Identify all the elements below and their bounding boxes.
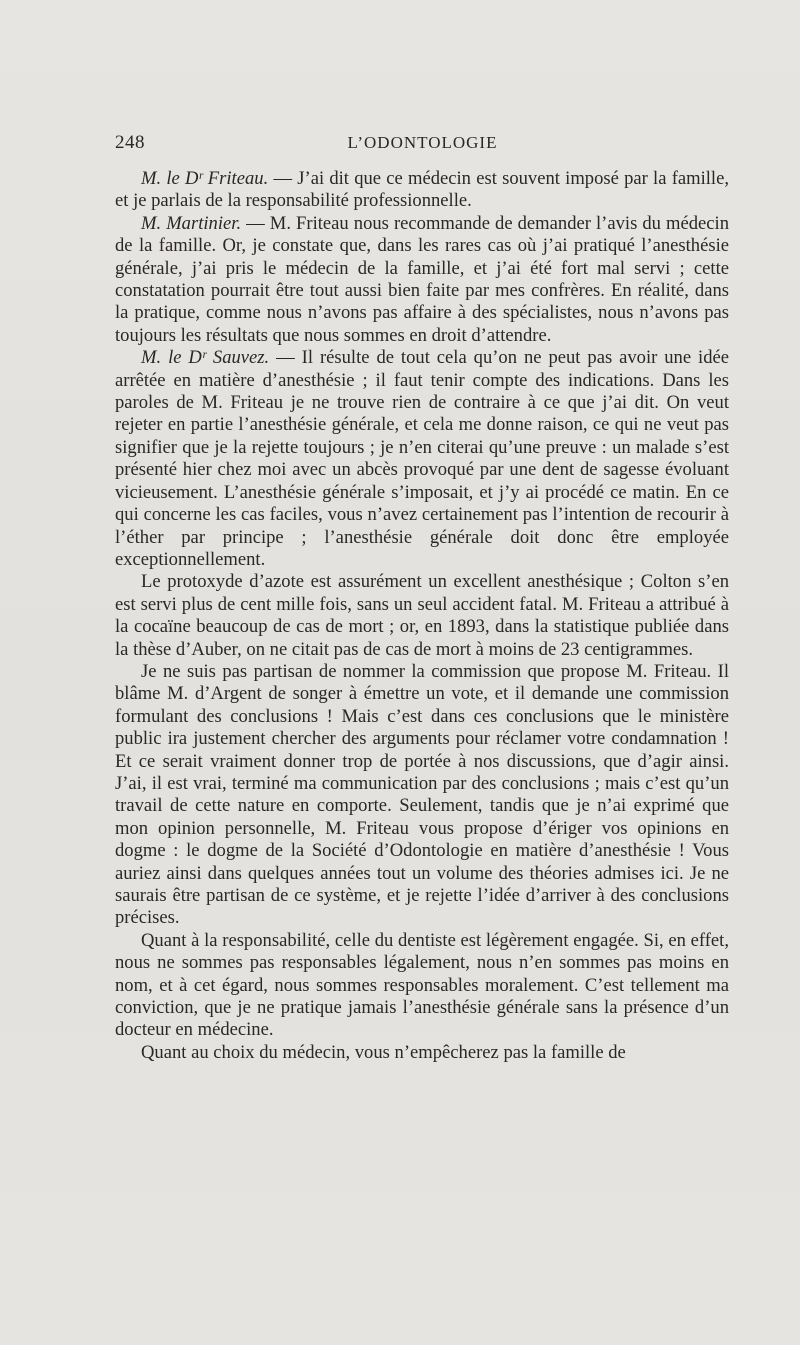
paragraph-text: — M. Friteau nous recommande de demander l’avis du médecin de la famille. Or, je constate que, dans les rares cas où j’ai pratiqué l’anesthésie générale, j’ai pris le médecin de la famille, et j’ai été fort mal servi ; cette constatation pourrait être tout aussi bien faite par mes confrères. En réalité, dans la pratique, comme nous n’avons pas affaire à des spécialistes, nous n’avons pas toujours les résultats que nous sommes en droit d’attendre. (115, 212, 729, 346)
paragraph-text: Je ne suis pas partisan de nommer la commission que propose M. Friteau. Il blâme M. d’Argent de songer à émettre un vote, et il demande une commission formulant des conclusions ! Mais c’est dans ces conclusions que le ministère public ira justement chercher des arguments pour réclamer votre condamnation ! Et ce serait vraiment donner trop de portée à nos discussions, que d’agir ainsi. J’ai, il est vrai, terminé ma communication par des conclusions ; mais c’est qu’un travail de cette nature en comporte. Seulement, tandis que je n’ai exprimé que mon opinion personnelle, M. Friteau vous propose d’ériger vos opinions en dogme : le dogme de la Société d’Odontologie en matière d’anesthésie ! Vous auriez ainsi dans quelques années tout un volume des théories admises ici. Je ne saurais être partisan de ce système, et je rejette l’idée d’arriver à des conclusions précises. (115, 660, 729, 929)
paragraph-friteau (115, 168, 729, 213)
speaker-name: M. Martinier. (141, 212, 242, 234)
running-title: L’ODONTOLOGIE (347, 133, 498, 152)
paragraph-text: — J’ai dit que ce médecin est souvent imposé par la famille, et je parlais de la responsabilité professionnelle. (115, 168, 730, 212)
page-header (115, 132, 730, 156)
paragraph-choix-medecin (115, 1042, 729, 1064)
paragraph-text: Quant au choix du médecin, vous n’empêcherez pas la famille de (141, 1041, 626, 1063)
paragraph-martinier (115, 213, 729, 347)
speaker-name: M. le Dʳ Sauvez. (141, 347, 270, 369)
paragraph-protoxyde (115, 571, 729, 661)
page-number: 248 (115, 132, 145, 153)
paragraph-commission (115, 661, 729, 930)
paragraph-text: Le protoxyde d’azote est assurément un excellent anesthésique ; Colton s’en est servi plus de cent mille fois, sans un seul accident fatal. M. Friteau a attribué à la cocaïne beaucoup de cas de mort ; or, en 1893, dans la statistique publiée dans la thèse d’Auber, on ne citait pas de cas de mort à moins de 23 centigrammes. (115, 571, 729, 660)
paragraph-text: Quant à la responsabilité, celle du dentiste est légèrement engagée. Si, en effet, nous ne sommes pas responsables légalement, nous n’en sommes pas moins en nom, et à cet égard, nous sommes responsables moralement. C’est tellement ma conviction, que je ne pratique jamais l’anesthésie générale sans la présence d’un docteur en médecine. (115, 929, 729, 1041)
speaker-name: M. le Dʳ Friteau. (141, 168, 269, 189)
body-text (115, 168, 729, 1064)
paragraph-text: — Il résulte de tout cela qu’on ne peut pas avoir une idée arrêtée en matière d’anesthésie ; il faut tenir compte des indications. Dans les paroles de M. Friteau je ne trouve rien de contraire à ce que j’ai dit. On veut rejeter en partie l’anesthésie générale, et cela me donne raison, ce qui ne veut pas signifier que je la rejette toujours ; je n’en citerai qu’une preuve : un malade s’est présenté hier chez moi avec un abcès provoqué par une dent de sagesse évoluant vicieusement. L’anesthésie générale s’imposait, et j’y ai procédé ce matin. En ce qui concerne les cas faciles, vous n’avez certainement pas l’intention de recourir à l’éther par principe ; l’anesthésie générale doit donc être employée exceptionnellement. (115, 347, 729, 570)
paragraph-responsabilite (115, 930, 729, 1042)
paragraph-sauvez (115, 347, 729, 571)
